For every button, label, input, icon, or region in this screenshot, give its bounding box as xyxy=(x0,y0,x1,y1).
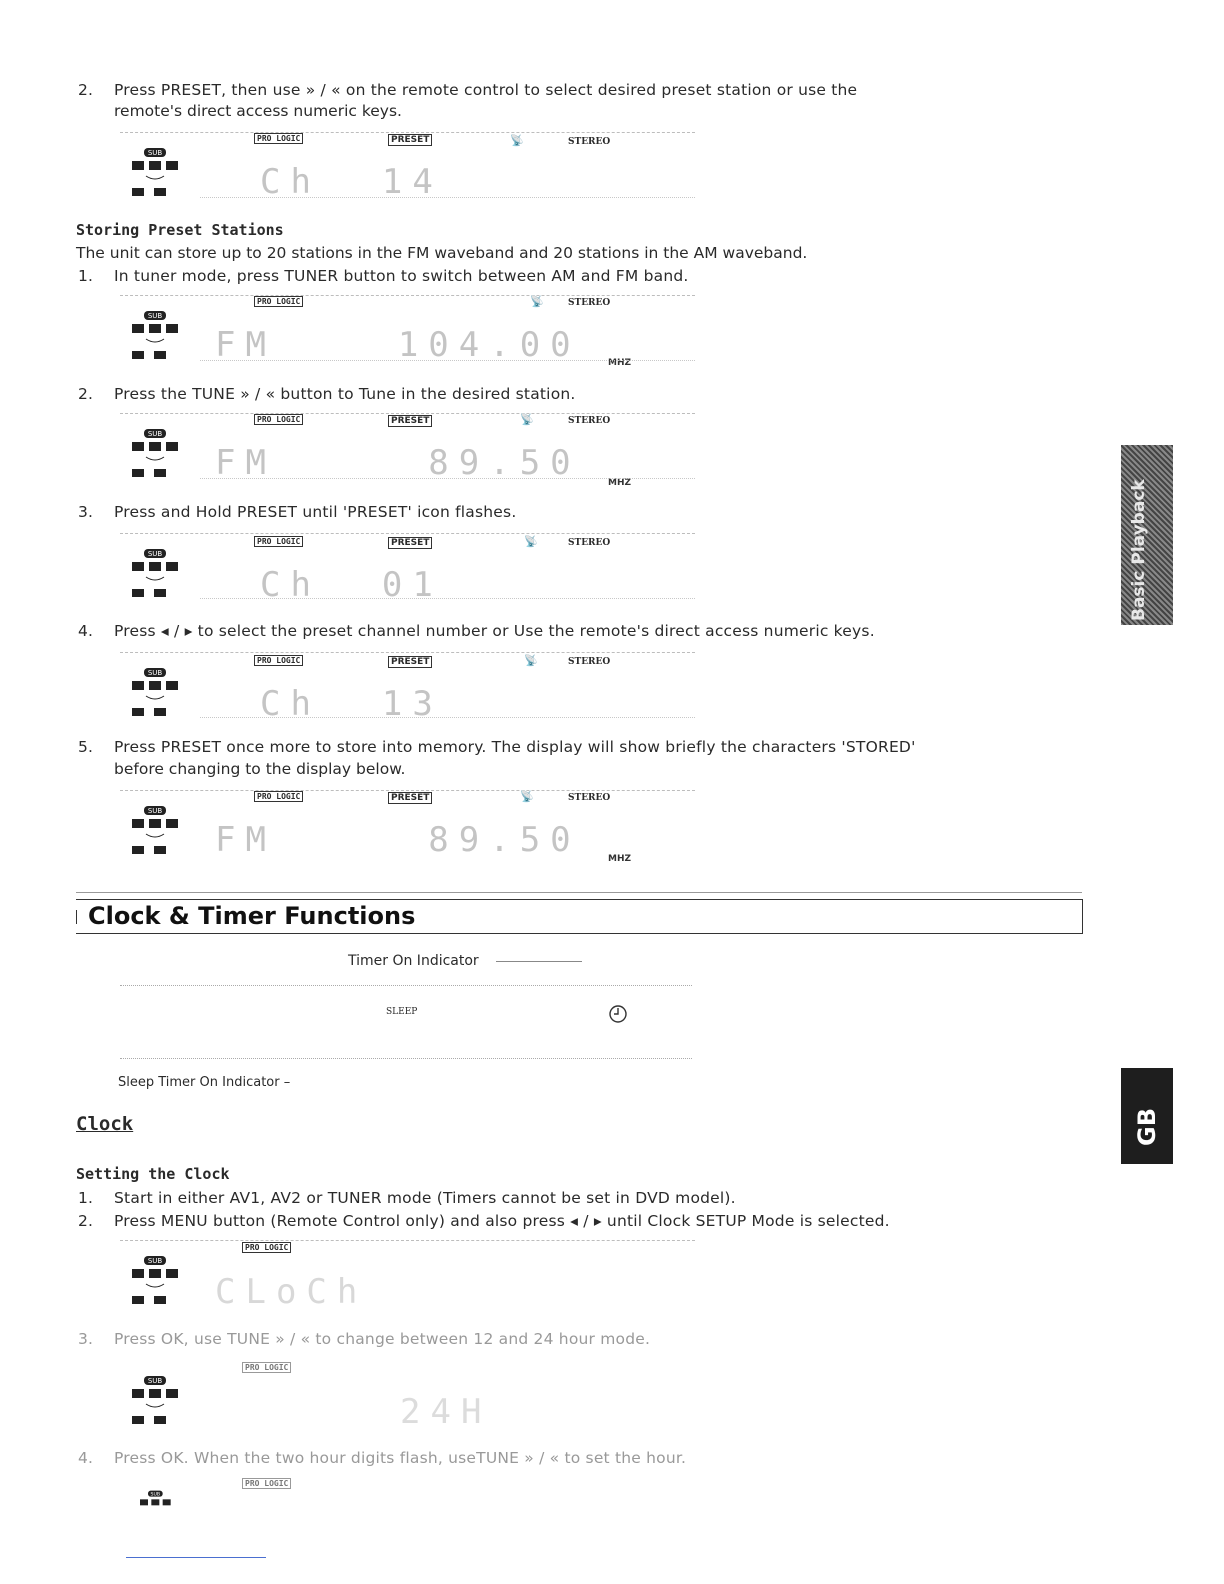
stereo-indicator: STEREO xyxy=(568,657,611,667)
step-2-continuation: remote's direct access numeric keys. xyxy=(114,102,402,120)
sub-label: SUB xyxy=(147,312,163,320)
lcd-baseline xyxy=(200,360,695,361)
lcd-border xyxy=(120,790,695,791)
speaker-layout-icon xyxy=(124,802,188,862)
storing-step-2: 2. Press the TUNE » / « button to Tune in the desired station. xyxy=(78,385,576,403)
lcd-baseline xyxy=(200,478,695,479)
antenna-icon: 📡 xyxy=(524,654,538,667)
speaker-layout-icon xyxy=(124,307,188,367)
speaker-layout-icon xyxy=(124,425,188,485)
section-title: Clock & Timer Functions xyxy=(88,902,416,930)
setting-clock-heading: Setting the Clock xyxy=(76,1165,230,1183)
timer-display-bottom xyxy=(120,1058,692,1059)
lcd-border xyxy=(120,413,695,414)
section-tick xyxy=(76,910,77,924)
lcd-digits: Ch 01 xyxy=(260,565,443,605)
timer-display-top xyxy=(120,985,692,986)
speaker-layout-icon xyxy=(124,664,188,724)
speaker-layout-icon xyxy=(124,1252,188,1312)
lcd-border xyxy=(120,533,695,534)
lcd-border xyxy=(120,132,695,133)
side-tab-basic-playback xyxy=(1121,445,1173,625)
clock-step-4: 4. Press OK. When the two hour digits flash, useTUNE » / « to set the hour. xyxy=(78,1449,687,1467)
lcd-digits: FM 89.50 xyxy=(215,443,581,483)
storing-step-3: 3. Press and Hold PRESET until 'PRESET' icon flashes. xyxy=(78,503,517,521)
section-header xyxy=(76,899,1083,934)
stereo-indicator: STEREO xyxy=(568,137,611,147)
storing-step-5: 5. Press PRESET once more to store into memory. The display will show briefly the characters 'STORED' xyxy=(78,738,916,756)
lcd-digits: FM 104.00 xyxy=(215,325,581,365)
clock-step-2: 2. Press MENU button (Remote Control only) and also press ◂ / ▸ until Clock SETUP Mode is selected. xyxy=(78,1212,890,1230)
lcd-display xyxy=(120,533,695,605)
sub-label: SUB xyxy=(147,807,163,815)
preset-badge: PRESET xyxy=(388,134,432,146)
sleep-indicator: SLEEP xyxy=(386,1007,418,1017)
clock-step-3: 3. Press OK, use TUNE » / « to change between 12 and 24 hour mode. xyxy=(78,1330,651,1348)
sub-label: SUB xyxy=(147,669,163,677)
lcd-digits: 24H xyxy=(400,1392,492,1432)
pro-logic-badge: PRO LOGIC xyxy=(242,1362,291,1373)
speaker-layout-icon xyxy=(124,545,188,605)
pro-logic-badge: PRO LOGIC xyxy=(242,1478,291,1489)
lcd-baseline xyxy=(200,598,695,599)
preset-badge: PRESET xyxy=(388,415,432,427)
stereo-indicator: STEREO xyxy=(568,538,611,548)
speaker-layout-icon xyxy=(124,1372,188,1432)
antenna-icon: 📡 xyxy=(510,134,524,147)
footnote-rule xyxy=(126,1557,266,1558)
lcd-display xyxy=(120,132,695,204)
lcd-digits: Ch 14 xyxy=(260,162,443,202)
lcd-digits: FM 89.50 xyxy=(215,820,581,860)
mhz-unit: MHZ xyxy=(608,854,632,864)
sub-label: SUB xyxy=(147,550,163,558)
lcd-digits: CLoCh xyxy=(215,1272,368,1312)
sub-label: SUB xyxy=(147,1257,163,1265)
lcd-border xyxy=(120,1240,695,1241)
clock-step-1: 1. Start in either AV1, AV2 or TUNER mode (Timers cannot be set in DVD model). xyxy=(78,1189,736,1207)
pro-logic-badge: PRO LOGIC xyxy=(254,133,303,144)
sub-label: SUB xyxy=(147,149,163,157)
lcd-display xyxy=(120,1240,695,1312)
gb-label: GB xyxy=(1133,1108,1161,1146)
pro-logic-badge: PRO LOGIC xyxy=(254,536,303,547)
lcd-display xyxy=(120,1360,695,1432)
mhz-unit: MHZ xyxy=(608,478,632,488)
stereo-indicator: STEREO xyxy=(568,793,611,803)
speaker-layout-icon xyxy=(124,1488,188,1528)
antenna-icon: 📡 xyxy=(530,295,544,308)
antenna-icon: 📡 xyxy=(524,535,538,548)
preset-badge: PRESET xyxy=(388,792,432,804)
lcd-baseline xyxy=(200,717,695,718)
preset-badge: PRESET xyxy=(388,656,432,668)
step-2-preset: 2. Press PRESET, then use » / « on the remote control to select desired preset station or use the xyxy=(78,81,858,99)
clock-title: Clock xyxy=(76,1113,134,1135)
clock-timer-icon xyxy=(608,1004,628,1024)
lcd-baseline xyxy=(200,197,695,198)
stereo-indicator: STEREO xyxy=(568,298,611,308)
stereo-indicator: STEREO xyxy=(568,416,611,426)
pro-logic-badge: PRO LOGIC xyxy=(254,414,303,425)
side-tab-gb xyxy=(1121,1068,1173,1164)
lcd-display xyxy=(120,295,695,367)
sleep-timer-text: Sleep Timer On Indicator xyxy=(118,1075,280,1090)
storing-step-4: 4. Press ◂ / ▸ to select the preset channel number or Use the remote's direct access numeric keys. xyxy=(78,622,875,640)
antenna-icon: 📡 xyxy=(520,790,534,803)
sub-label: SUB xyxy=(147,430,163,438)
lcd-display xyxy=(120,790,695,862)
lcd-display xyxy=(120,652,695,724)
lcd-border xyxy=(120,652,695,653)
side-tab-label: Basic Playback xyxy=(1129,479,1149,621)
timer-on-indicator-label: Timer On Indicator xyxy=(348,953,479,969)
storing-heading: Storing Preset Stations xyxy=(76,221,284,239)
storing-step-1: 1. In tuner mode, press TUNER button to switch between AM and FM band. xyxy=(78,267,689,285)
sub-label: SUB xyxy=(150,1492,161,1498)
pro-logic-badge: PRO LOGIC xyxy=(254,296,303,307)
preset-badge: PRESET xyxy=(388,537,432,549)
section-divider xyxy=(76,892,1082,893)
pro-logic-badge: PRO LOGIC xyxy=(254,791,303,802)
lcd-display xyxy=(120,1476,695,1548)
lcd-display xyxy=(120,413,695,488)
antenna-icon: 📡 xyxy=(520,413,534,426)
timer-leader-line xyxy=(496,961,582,962)
sub-label: SUB xyxy=(147,1377,163,1385)
lcd-border xyxy=(120,295,695,296)
storing-intro: The unit can store up to 20 stations in the FM waveband and 20 stations in the AM waveband. xyxy=(76,244,808,262)
mhz-unit: MHZ xyxy=(608,358,632,368)
sleep-timer-indicator-label: Sleep Timer On Indicator – xyxy=(118,1075,291,1090)
storing-step-5-continuation: before changing to the display below. xyxy=(114,760,406,778)
pro-logic-badge: PRO LOGIC xyxy=(254,655,303,666)
pro-logic-badge: PRO LOGIC xyxy=(242,1242,291,1253)
speaker-layout-icon xyxy=(124,144,188,204)
lcd-digits: Ch 13 xyxy=(260,684,443,724)
